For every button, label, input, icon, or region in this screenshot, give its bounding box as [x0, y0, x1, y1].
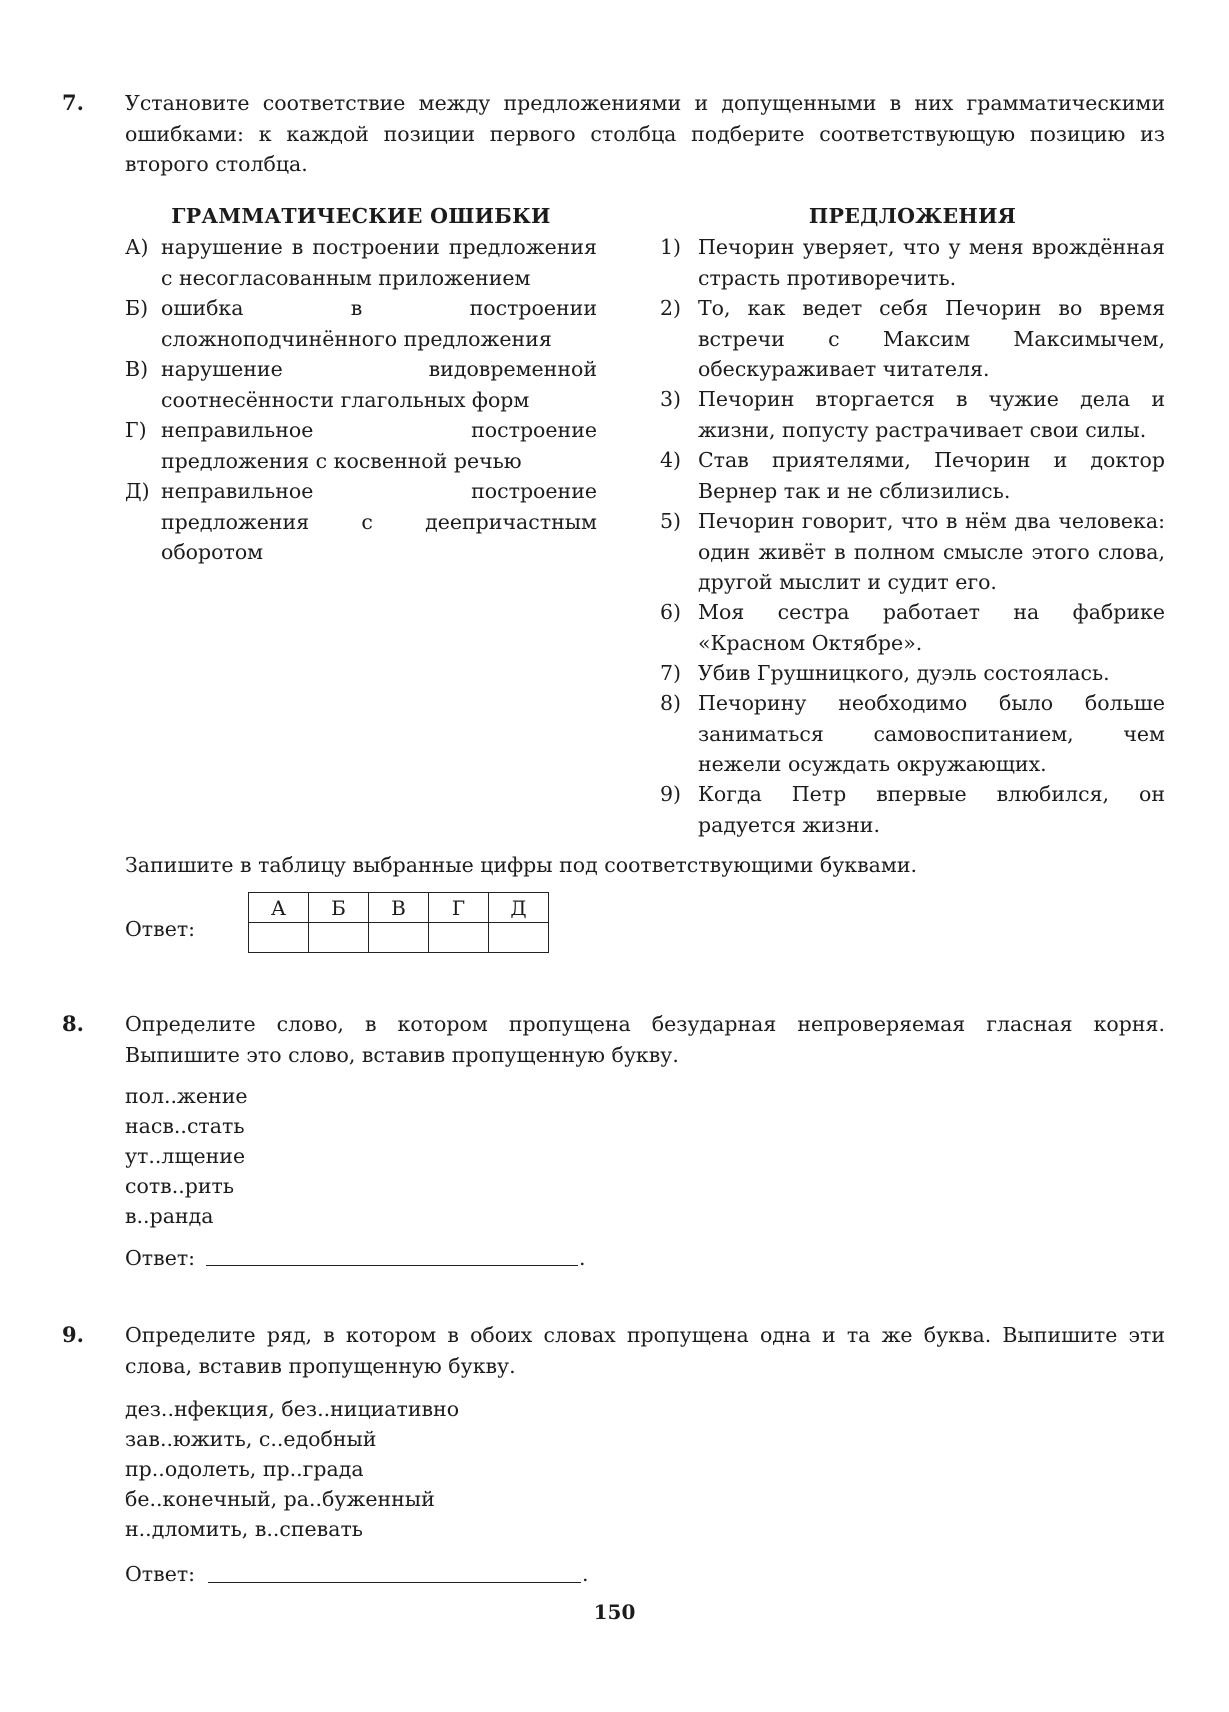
- sentence-item: [660, 779, 1165, 840]
- sentence-label: 9): [660, 782, 682, 806]
- error-text: неправильное построение предложения с деепричастным оборотом: [161, 479, 597, 564]
- sentence-text: То, как ведет себя Печорин во время встречи с Максим Максимычем, обескураживает читателя.: [698, 296, 1165, 381]
- task-8-answer-label: Ответ:: [125, 1246, 196, 1270]
- task-7-instruction: Запишите в таблицу выбранные цифры под соответствующими буквами.: [125, 853, 918, 877]
- word-pair-option: бе..конечный, ра..буженный: [125, 1487, 435, 1511]
- sentence-label: 5): [660, 509, 682, 533]
- sentence-item: [660, 658, 1165, 689]
- answer-cell-b[interactable]: [309, 923, 369, 953]
- task-7-answer-label: Ответ:: [125, 917, 196, 941]
- sentence-item: [660, 506, 1165, 598]
- word-pair-option: зав..южить, с..едобный: [125, 1427, 377, 1451]
- sentence-label: 4): [660, 448, 682, 472]
- task-9-answer-period: .: [582, 1562, 589, 1586]
- answer-table-input-row: [249, 923, 549, 953]
- answer-column-g: Г: [429, 893, 489, 923]
- error-label: Г): [125, 418, 147, 442]
- word-pair-option: дез..нфекция, без..нициативно: [125, 1397, 460, 1421]
- word-option: сотв..рить: [125, 1174, 235, 1198]
- error-item: [125, 354, 597, 415]
- task-7-prompt: Установите соответствие между предложениями и допущенными в них грамматическими ошибками: к каждой позиции первого столбца подберите соответствующую позицию из второго столбца.: [125, 91, 1165, 176]
- sentence-label: 1): [660, 235, 682, 259]
- error-item: [125, 232, 597, 293]
- task-9-answer-line[interactable]: [208, 1582, 581, 1583]
- sentence-label: 7): [660, 661, 682, 685]
- errors-column-header: ГРАММАТИЧЕСКИЕ ОШИБКИ: [171, 204, 551, 228]
- sentence-text: Печорин вторгается в чужие дела и жизни, попусту растрачивает свои силы.: [698, 387, 1165, 442]
- answer-column-v: В: [369, 893, 429, 923]
- task-9-number: 9.: [62, 1322, 84, 1347]
- sentence-text: Моя сестра работает на фабрике «Красном Октябре».: [698, 600, 1165, 655]
- sentence-text: Когда Петр впервые влюбился, он радуется жизни.: [698, 782, 1165, 837]
- sentence-text: Став приятелями, Печорин и доктор Вернер так и не сблизились.: [698, 448, 1165, 503]
- word-option: в..ранда: [125, 1204, 214, 1228]
- sentence-text: Печорин уверяет, что у меня врождённая страсть противоречить.: [698, 235, 1165, 290]
- sentence-item: [660, 688, 1165, 780]
- word-pair-option: пр..одолеть, пр..града: [125, 1457, 364, 1481]
- sentence-text: Убив Грушницкого, дуэль состоялась.: [698, 661, 1110, 685]
- task-8-answer-period: .: [579, 1246, 586, 1270]
- sentence-text: Печорин говорит, что в нём два человека: один живёт в полном смысле этого слова, другой мыслит и судит его.: [698, 509, 1165, 594]
- answer-cell-a[interactable]: [249, 923, 309, 953]
- error-text: ошибка в построении сложноподчинённого предложения: [161, 296, 597, 351]
- sentence-label: 6): [660, 600, 682, 624]
- answer-cell-v[interactable]: [369, 923, 429, 953]
- answer-column-a: А: [249, 893, 309, 923]
- task-8-number: 8.: [62, 1011, 84, 1036]
- word-option: ут..лщение: [125, 1144, 246, 1168]
- error-text: нарушение в построении предложения с несогласованным приложением: [161, 235, 597, 290]
- answer-column-b: Б: [309, 893, 369, 923]
- error-label: В): [125, 357, 149, 381]
- error-label: А): [125, 235, 149, 259]
- sentence-label: 3): [660, 387, 682, 411]
- error-item: [125, 293, 597, 354]
- sentence-item: [660, 445, 1165, 506]
- task-7-number: 7.: [62, 90, 84, 115]
- task-9-prompt: Определите ряд, в котором в обоих словах пропущена одна и та же буква. Выпишите эти слова, вставив пропущенную букву.: [125, 1323, 1165, 1378]
- sentence-label: 2): [660, 296, 682, 320]
- word-pair-option: н..дломить, в..спевать: [125, 1517, 363, 1541]
- sentences-column-header: ПРЕДЛОЖЕНИЯ: [808, 204, 1017, 228]
- error-text: неправильное построение предложения с косвенной речью: [161, 418, 597, 473]
- sentence-text: Печорину необходимо было больше заниматься самовоспитанием, чем нежели осуждать окружающих.: [698, 691, 1165, 776]
- error-label: Б): [125, 296, 149, 320]
- answer-cell-d[interactable]: [489, 923, 549, 953]
- error-label: Д): [125, 479, 150, 503]
- sentence-item: [660, 232, 1165, 293]
- page-number: 150: [593, 1600, 636, 1624]
- word-option: насв..стать: [125, 1114, 245, 1138]
- sentence-item: [660, 293, 1165, 385]
- answer-table: [248, 892, 549, 953]
- error-item: [125, 476, 597, 568]
- task-9-answer-label: Ответ:: [125, 1562, 196, 1586]
- sentence-item: [660, 384, 1165, 445]
- answer-column-d: Д: [489, 893, 549, 923]
- error-text: нарушение видовременной соотнесённости глагольных форм: [161, 357, 597, 412]
- answer-cell-g[interactable]: [429, 923, 489, 953]
- task-8-prompt: Определите слово, в котором пропущена безударная непроверяемая гласная корня. Выпишите это слово, вставив пропущенную букву.: [125, 1012, 1165, 1067]
- word-option: пол..жение: [125, 1084, 248, 1108]
- error-item: [125, 415, 597, 476]
- sentence-item: [660, 597, 1165, 658]
- answer-table-header-row: [249, 893, 549, 923]
- sentence-label: 8): [660, 691, 682, 715]
- task-8-answer-line[interactable]: [206, 1265, 578, 1266]
